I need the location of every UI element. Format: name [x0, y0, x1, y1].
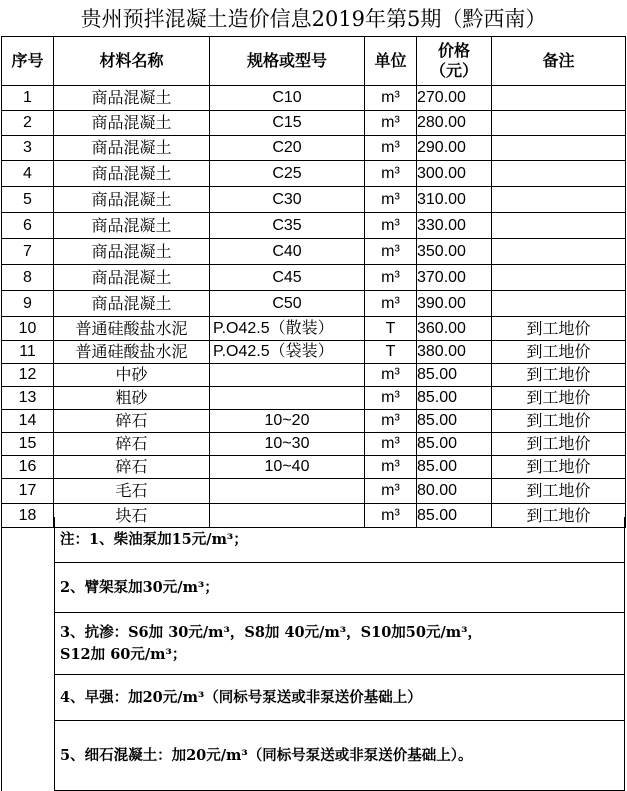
row-no: 5	[2, 187, 54, 213]
row-unit: m³	[365, 161, 417, 187]
note-line: 注：1、柴油泵加15元/m³；	[60, 530, 248, 548]
row-material-name: 普通硅酸盐水泥	[54, 317, 210, 341]
row-no: 11	[2, 341, 54, 364]
table-row	[2, 161, 626, 187]
row-note: 到工地价	[492, 410, 626, 433]
table-row	[2, 187, 626, 213]
row-price: 300.00	[417, 161, 492, 187]
row-no: 6	[2, 213, 54, 239]
row-price: 390.00	[417, 291, 492, 317]
row-material-name: 商品混凝土	[54, 136, 210, 161]
row-price: 330.00	[417, 213, 492, 239]
row-unit: m³	[365, 456, 417, 479]
row-no: 8	[2, 265, 54, 291]
note-line: 5、细石混凝土：加20元/m³（同标号泵送或非泵送价基础上）。	[60, 746, 473, 764]
note-item	[54, 613, 624, 675]
price-table	[1, 36, 626, 528]
row-no: 2	[2, 111, 54, 136]
row-spec: 10~30	[210, 433, 365, 456]
row-unit: T	[365, 341, 417, 364]
row-note: 到工地价	[492, 317, 626, 341]
row-price: 85.00	[417, 387, 492, 410]
row-note	[492, 111, 626, 136]
page-title: 贵州预拌混凝土造价信息2019年第5期（黔西南）	[80, 7, 547, 31]
header-spec: 规格或型号	[210, 37, 365, 86]
table-row	[2, 433, 626, 456]
header-name: 材料名称	[54, 37, 210, 86]
note-item	[54, 563, 624, 613]
row-spec	[210, 387, 365, 410]
table-row	[2, 317, 626, 341]
note-line-continued: S12加 60元/m³；	[60, 645, 187, 663]
table-row	[2, 456, 626, 479]
row-spec: 10~40	[210, 456, 365, 479]
row-spec: C20	[210, 136, 365, 161]
row-price: 280.00	[417, 111, 492, 136]
table-row	[2, 291, 626, 317]
table-row	[2, 111, 626, 136]
row-note	[492, 239, 626, 265]
row-no: 9	[2, 291, 54, 317]
row-material-name: 商品混凝土	[54, 86, 210, 111]
table-row	[2, 364, 626, 387]
row-note	[492, 291, 626, 317]
row-unit: m³	[365, 504, 417, 528]
row-note	[492, 213, 626, 239]
row-spec	[210, 479, 365, 504]
table-row	[2, 341, 626, 364]
row-spec: C40	[210, 239, 365, 265]
row-price: 380.00	[417, 341, 492, 364]
row-unit: m³	[365, 136, 417, 161]
notes-section	[1, 517, 625, 791]
row-unit: m³	[365, 433, 417, 456]
row-unit: m³	[365, 410, 417, 433]
row-material-name: 碎石	[54, 410, 210, 433]
table-row	[2, 265, 626, 291]
note-line: 4、早强：加20元/m³（同标号泵送或非泵送价基础上）	[60, 688, 422, 706]
note-item	[54, 675, 624, 721]
row-price: 85.00	[417, 504, 492, 528]
row-price: 85.00	[417, 456, 492, 479]
note-line: 3、抗渗：S6加 30元/m³，S8加 40元/m³，S10加50元/m³，	[60, 623, 482, 641]
row-note	[492, 187, 626, 213]
row-material-name: 碎石	[54, 456, 210, 479]
header-price-line2: （元）	[429, 61, 478, 80]
row-unit: T	[365, 317, 417, 341]
row-material-name: 商品混凝土	[54, 265, 210, 291]
row-note: 到工地价	[492, 433, 626, 456]
row-note	[492, 86, 626, 111]
row-no: 17	[2, 479, 54, 504]
row-material-name: 商品混凝土	[54, 187, 210, 213]
row-spec: C50	[210, 291, 365, 317]
row-spec: C10	[210, 86, 365, 111]
row-unit: m³	[365, 86, 417, 111]
row-spec: P.O42.5（袋装）	[210, 341, 365, 364]
table-row	[2, 86, 626, 111]
row-no: 3	[2, 136, 54, 161]
row-unit: m³	[365, 213, 417, 239]
note-item	[54, 721, 624, 791]
row-material-name: 中砂	[54, 364, 210, 387]
header-note: 备注	[492, 37, 626, 86]
row-material-name: 碎石	[54, 433, 210, 456]
table-row	[2, 387, 626, 410]
row-no: 7	[2, 239, 54, 265]
row-no: 10	[2, 317, 54, 341]
row-note: 到工地价	[492, 364, 626, 387]
row-no: 13	[2, 387, 54, 410]
row-material-name: 商品混凝土	[54, 213, 210, 239]
row-material-name: 粗砂	[54, 387, 210, 410]
row-material-name: 商品混凝土	[54, 239, 210, 265]
row-unit: m³	[365, 291, 417, 317]
row-price: 80.00	[417, 479, 492, 504]
table-row	[2, 239, 626, 265]
row-spec: C25	[210, 161, 365, 187]
row-price: 85.00	[417, 364, 492, 387]
table-row	[2, 136, 626, 161]
row-note: 到工地价	[492, 341, 626, 364]
table-header-row	[2, 37, 626, 86]
row-spec: C15	[210, 111, 365, 136]
row-spec	[210, 364, 365, 387]
row-material-name: 普通硅酸盐水泥	[54, 341, 210, 364]
row-material-name: 毛石	[54, 479, 210, 504]
row-price: 370.00	[417, 265, 492, 291]
row-no: 4	[2, 161, 54, 187]
row-unit: m³	[365, 479, 417, 504]
row-note	[492, 136, 626, 161]
row-price: 290.00	[417, 136, 492, 161]
header-price	[417, 37, 492, 86]
row-spec: 10~20	[210, 410, 365, 433]
row-note: 到工地价	[492, 479, 626, 504]
row-price: 85.00	[417, 410, 492, 433]
row-price: 310.00	[417, 187, 492, 213]
note-line: 2、臂架泵加30元/m³；	[60, 578, 219, 596]
row-note: 到工地价	[492, 387, 626, 410]
header-no: 序号	[2, 37, 54, 86]
row-spec: C45	[210, 265, 365, 291]
row-material-name: 块石	[54, 504, 210, 528]
table-row	[2, 479, 626, 504]
row-no: 16	[2, 456, 54, 479]
row-unit: m³	[365, 387, 417, 410]
row-unit: m³	[365, 111, 417, 136]
row-price: 360.00	[417, 317, 492, 341]
row-no: 1	[2, 86, 54, 111]
row-no: 12	[2, 364, 54, 387]
header-price-line1: 价格	[437, 41, 470, 60]
row-note: 到工地价	[492, 504, 626, 528]
row-spec: P.O42.5（散装）	[210, 317, 365, 341]
row-no: 15	[2, 433, 54, 456]
row-note	[492, 265, 626, 291]
table-row	[2, 410, 626, 433]
row-note	[492, 161, 626, 187]
table-row	[2, 213, 626, 239]
row-material-name: 商品混凝土	[54, 111, 210, 136]
row-no: 18	[2, 504, 54, 528]
row-unit: m³	[365, 187, 417, 213]
row-unit: m³	[365, 364, 417, 387]
row-material-name: 商品混凝土	[54, 291, 210, 317]
row-price: 350.00	[417, 239, 492, 265]
row-price: 85.00	[417, 433, 492, 456]
row-unit: m³	[365, 265, 417, 291]
row-unit: m³	[365, 239, 417, 265]
header-unit: 单位	[365, 37, 417, 86]
row-note: 到工地价	[492, 456, 626, 479]
row-spec: C30	[210, 187, 365, 213]
row-material-name: 商品混凝土	[54, 161, 210, 187]
row-spec: C35	[210, 213, 365, 239]
note-item	[54, 517, 624, 563]
row-price: 270.00	[417, 86, 492, 111]
row-no: 14	[2, 410, 54, 433]
